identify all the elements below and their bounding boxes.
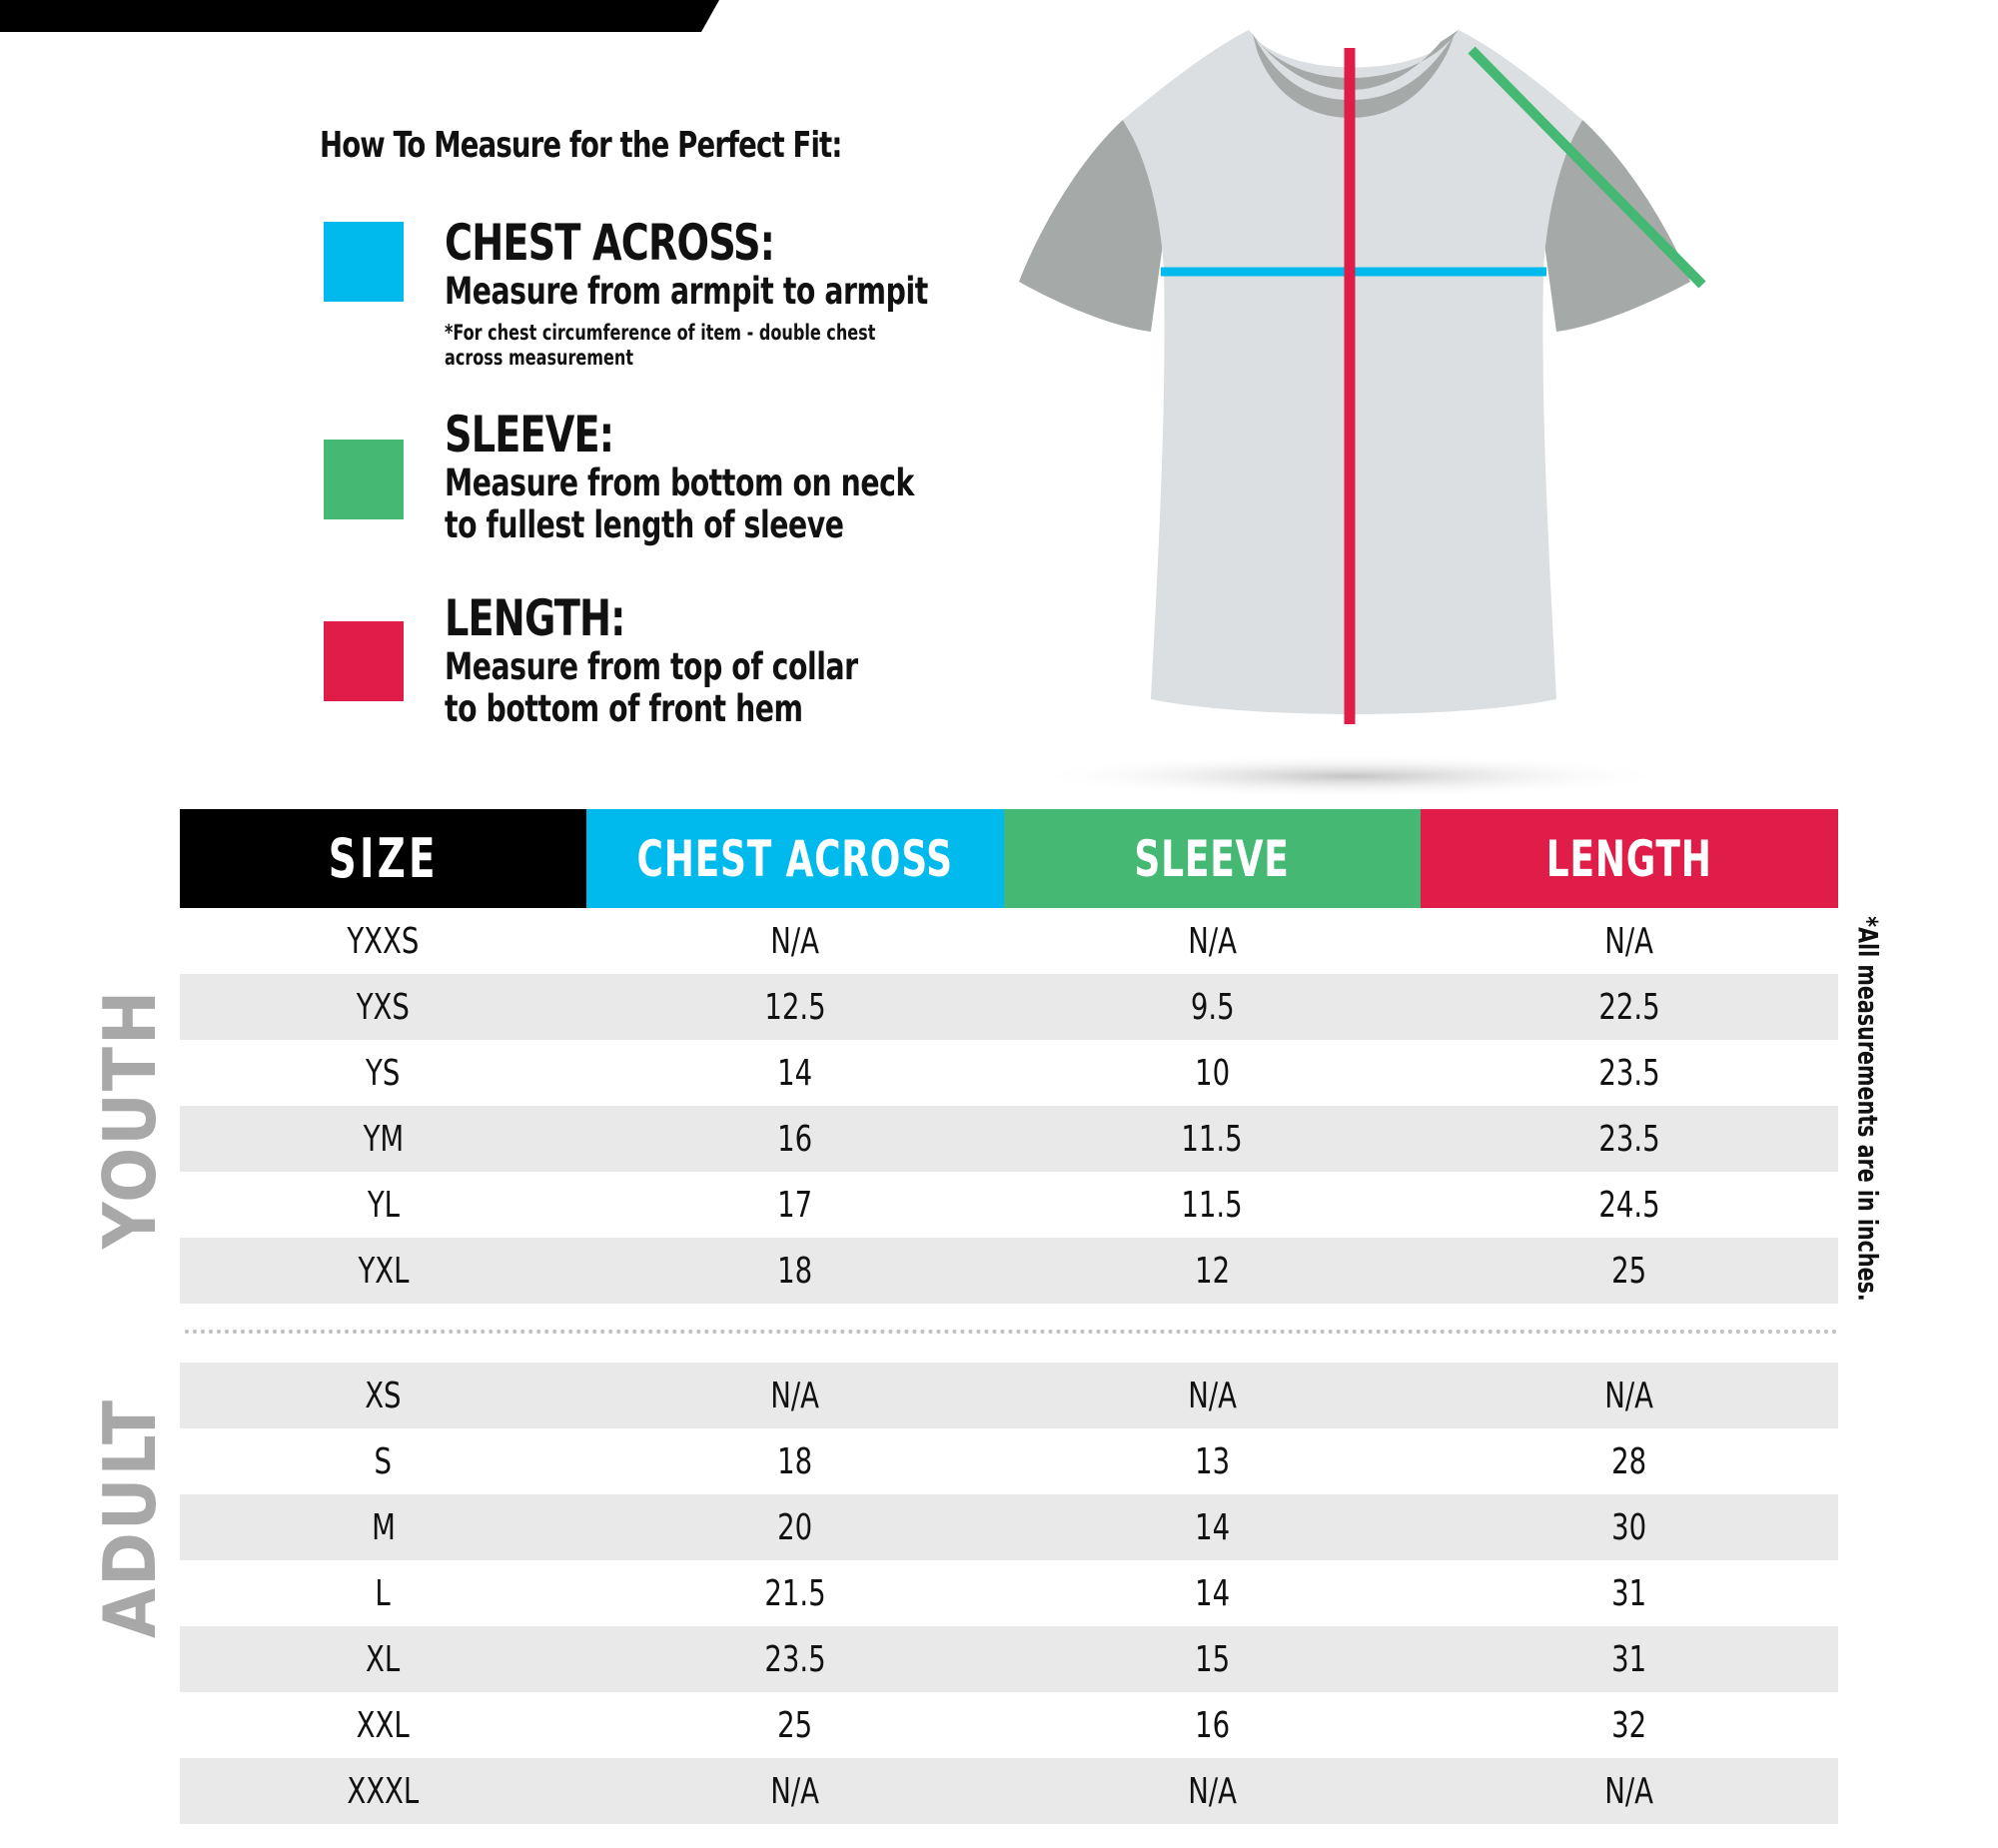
cell-sleeve: 10 <box>1194 1052 1231 1094</box>
table-row <box>180 1626 1838 1692</box>
cell-chest: 18 <box>777 1250 813 1292</box>
sleeve-legend-title: SLEEVE: <box>445 406 614 463</box>
cell-size: XXL <box>356 1704 411 1746</box>
cell-sleeve: 15 <box>1194 1638 1231 1680</box>
table-row <box>180 908 1838 974</box>
cell-sleeve: 12 <box>1194 1250 1231 1292</box>
cell-sleeve: 11.5 <box>1181 1184 1244 1226</box>
table-row <box>180 974 1838 1040</box>
table-row <box>180 1758 1838 1824</box>
table-row <box>180 1692 1838 1758</box>
cell-length: 24.5 <box>1598 1184 1660 1226</box>
tshirt-diagram <box>1009 20 1708 799</box>
cell-size: YXXS <box>347 920 420 962</box>
cell-length: 28 <box>1611 1440 1647 1482</box>
measure-heading: How To Measure for the Perfect Fit: <box>320 125 842 166</box>
length-swatch <box>324 621 404 701</box>
cell-chest: 16 <box>777 1118 813 1160</box>
cell-chest: 17 <box>777 1184 813 1226</box>
cell-size: S <box>374 1440 393 1482</box>
sleeve-legend-desc-2: to fullest length of sleeve <box>445 503 844 546</box>
cell-sleeve: 13 <box>1194 1440 1231 1482</box>
cell-length: 23.5 <box>1598 1118 1660 1160</box>
cell-sleeve: N/A <box>1188 1375 1237 1416</box>
chest-swatch <box>324 222 404 302</box>
cell-chest: 12.5 <box>764 986 826 1028</box>
cell-length: 31 <box>1611 1638 1647 1680</box>
cell-chest: 23.5 <box>764 1638 826 1680</box>
header-sleeve: SLEEVE <box>1004 809 1421 908</box>
youth-adult-divider <box>185 1330 1838 1334</box>
table-row <box>180 1560 1838 1626</box>
shirt-shadow <box>1031 754 1670 798</box>
size-table-header <box>180 809 1838 908</box>
cell-size: XS <box>365 1375 402 1416</box>
cell-chest: 18 <box>777 1440 813 1482</box>
sleeve-legend-desc-1: Measure from bottom on neck <box>445 462 914 504</box>
length-legend-desc-1: Measure from top of collar <box>445 645 858 688</box>
cell-sleeve: 16 <box>1194 1704 1231 1746</box>
table-row <box>180 1238 1838 1304</box>
cell-length: 30 <box>1611 1506 1647 1548</box>
measurement-units-note: *All measurements are in inches. <box>1851 916 1883 1302</box>
cell-sleeve: N/A <box>1188 1770 1237 1812</box>
chest-legend-note-1: *For chest circumference of item - double chest <box>445 321 876 345</box>
cell-size: L <box>375 1572 392 1614</box>
cell-chest: N/A <box>770 1375 820 1416</box>
table-row <box>180 1106 1838 1172</box>
cell-sleeve: 14 <box>1194 1506 1231 1548</box>
cell-length: 22.5 <box>1598 986 1660 1028</box>
cell-size: YL <box>367 1184 400 1226</box>
cell-sleeve: 14 <box>1194 1572 1231 1614</box>
sleeve-legend <box>445 407 914 546</box>
cell-size: YXL <box>358 1250 409 1292</box>
cell-sleeve: 9.5 <box>1190 986 1235 1028</box>
cell-chest: 20 <box>777 1506 813 1548</box>
cell-sleeve: 11.5 <box>1181 1118 1244 1160</box>
cell-length: 31 <box>1611 1572 1647 1614</box>
cell-size: XXXL <box>347 1770 420 1812</box>
youth-group-label: YOUTH <box>88 988 172 1250</box>
length-legend <box>445 590 858 730</box>
header-length: LENGTH <box>1421 809 1838 908</box>
adult-group-label: ADULT <box>88 1397 172 1639</box>
cell-size: YXS <box>356 986 411 1028</box>
cell-length: 32 <box>1611 1704 1647 1746</box>
cell-length: 25 <box>1611 1250 1647 1292</box>
cell-length: 23.5 <box>1598 1052 1660 1094</box>
cell-chest: N/A <box>770 920 820 962</box>
cell-size: M <box>371 1506 396 1548</box>
table-row <box>180 1494 1838 1560</box>
cell-length: N/A <box>1604 1770 1654 1812</box>
cell-chest: 14 <box>777 1052 813 1094</box>
cell-size: YS <box>366 1052 401 1094</box>
chest-legend-desc: Measure from armpit to armpit <box>445 270 928 313</box>
table-row <box>180 1363 1838 1428</box>
table-row <box>180 1172 1838 1238</box>
header-chest: CHEST ACROSS <box>586 809 1004 908</box>
length-legend-desc-2: to bottom of front hem <box>445 687 803 730</box>
cell-chest: 25 <box>777 1704 813 1746</box>
cell-size: XL <box>366 1638 401 1680</box>
top-black-bar <box>0 0 719 32</box>
chest-legend-note-2: across measurement <box>445 346 634 370</box>
header-size: SIZE <box>180 809 586 908</box>
table-row <box>180 1428 1838 1494</box>
sleeve-swatch <box>324 440 404 519</box>
chest-legend-title: CHEST ACROSS: <box>445 214 775 272</box>
length-legend-title: LENGTH: <box>445 589 625 647</box>
cell-sleeve: N/A <box>1188 920 1237 962</box>
cell-chest: N/A <box>770 1770 820 1812</box>
table-row <box>180 1040 1838 1106</box>
cell-length: N/A <box>1604 1375 1654 1416</box>
cell-length: N/A <box>1604 920 1654 962</box>
cell-chest: 21.5 <box>764 1572 826 1614</box>
chest-legend <box>445 215 928 371</box>
cell-size: YM <box>363 1118 404 1160</box>
